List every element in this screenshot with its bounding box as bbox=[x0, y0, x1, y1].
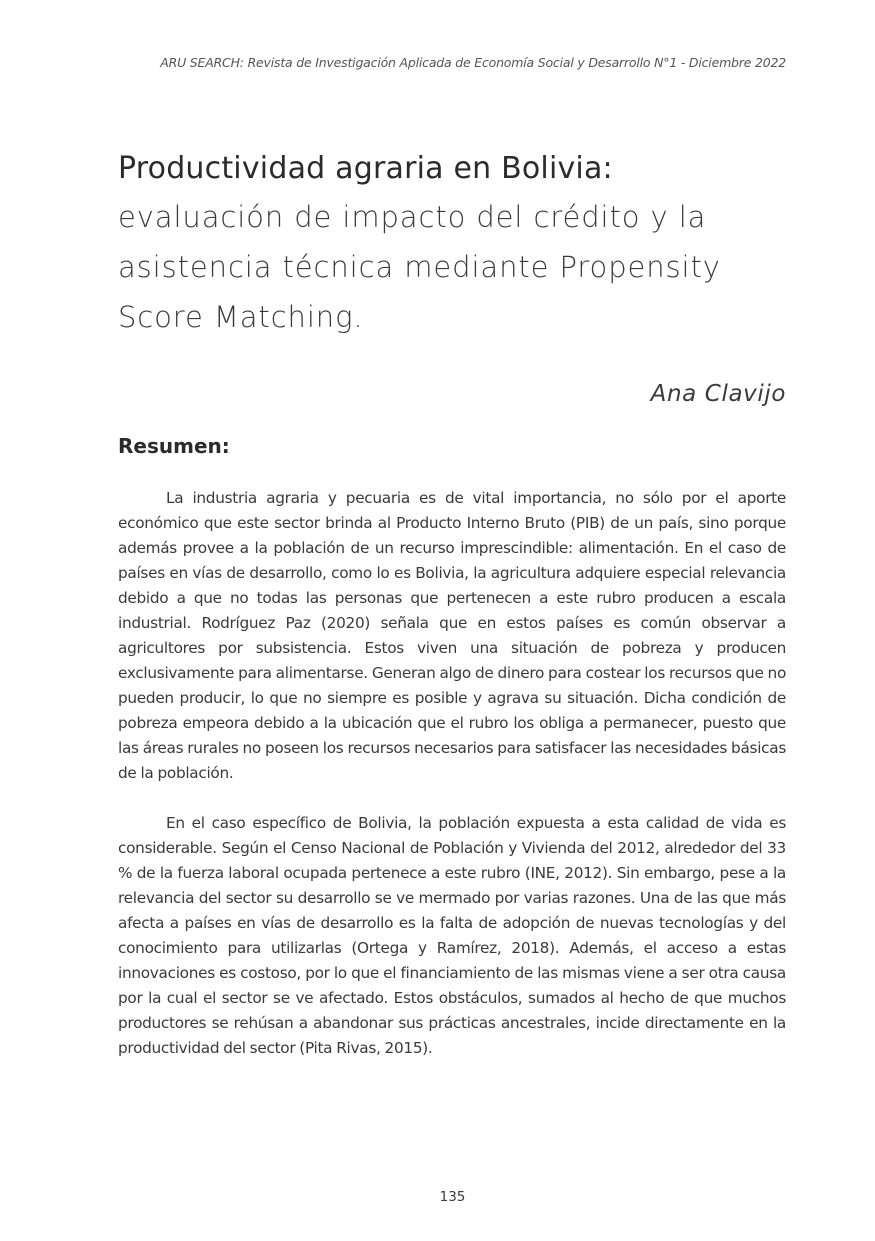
article-title bbox=[118, 146, 786, 342]
abstract-paragraph-text: En el caso específico de Bolivia, la población expuesta a esta calidad de vida es considerable. Según el Censo Nacional de Población y Vivienda del 2012, alrededor del 33 % de la fuerza laboral ocupada pertenece a este rubro (INE, 2012). Sin embargo, pese a la relevancia del sector su desarrollo se ve mermado por varias razones. Una de las que más afecta a países en vías de desarrollo es la falta de adopción de nuevas tecnologías y del conocimiento para utilizarlas (Ortega y Ramírez, 2018). Además, el acceso a estas innovaciones es costoso, por lo que el financiamiento de las mismas viene a ser otra causa por la cual el sector se ve afectado. Estos obstáculos, sumados al hecho de que muchos productores se rehúsan a abandonar sus prácticas ancestrales, incide directamente en la productividad del sector (Pita Rivas, 2015). bbox=[118, 814, 786, 1057]
abstract-paragraph bbox=[118, 486, 786, 786]
abstract-heading: Resumen: bbox=[118, 434, 230, 458]
abstract-paragraph bbox=[118, 811, 786, 1061]
abstract-paragraph-text: La industria agraria y pecuaria es de vital importancia, no sólo por el aporte económico que este sector brinda al Producto Interno Bruto (PIB) de un país, sino porque además provee a la población de un recurso imprescindible: alimentación. En el caso de países en vías de desarrollo, como lo es Bolivia, la agricultura adquiere especial relevancia debido a que no todas las personas que pertenecen a este rubro producen a escala industrial. Rodríguez Paz (2020) señala que en estos países es común observar a agricultores por subsistencia. Estos viven una situación de pobreza y producen exclusivamente para alimentarse. Generan algo de dinero para costear los recursos que no pueden producir, lo que no siempre es posible y agrava su situación. Dicha condición de pobreza empeora debido a la ubicación que el rubro los obliga a permanecer, puesto que las áreas rurales no poseen los recursos necesarios para satisfacer las necesidades básicas de la población. bbox=[118, 489, 786, 782]
article-author: Ana Clavijo bbox=[650, 381, 786, 407]
article-title-subtitle: evaluación de impacto del crédito y la asistencia técnica mediante Propensity Score Matching. bbox=[118, 200, 721, 334]
article-title-main: Productividad agraria en Bolivia: bbox=[118, 151, 613, 186]
page-number: 135 bbox=[439, 1189, 466, 1205]
running-header: ARU SEARCH: Revista de Investigación Aplicada de Economía Social y Desarrollo N°1 - Diciembre 2022 bbox=[160, 55, 786, 70]
